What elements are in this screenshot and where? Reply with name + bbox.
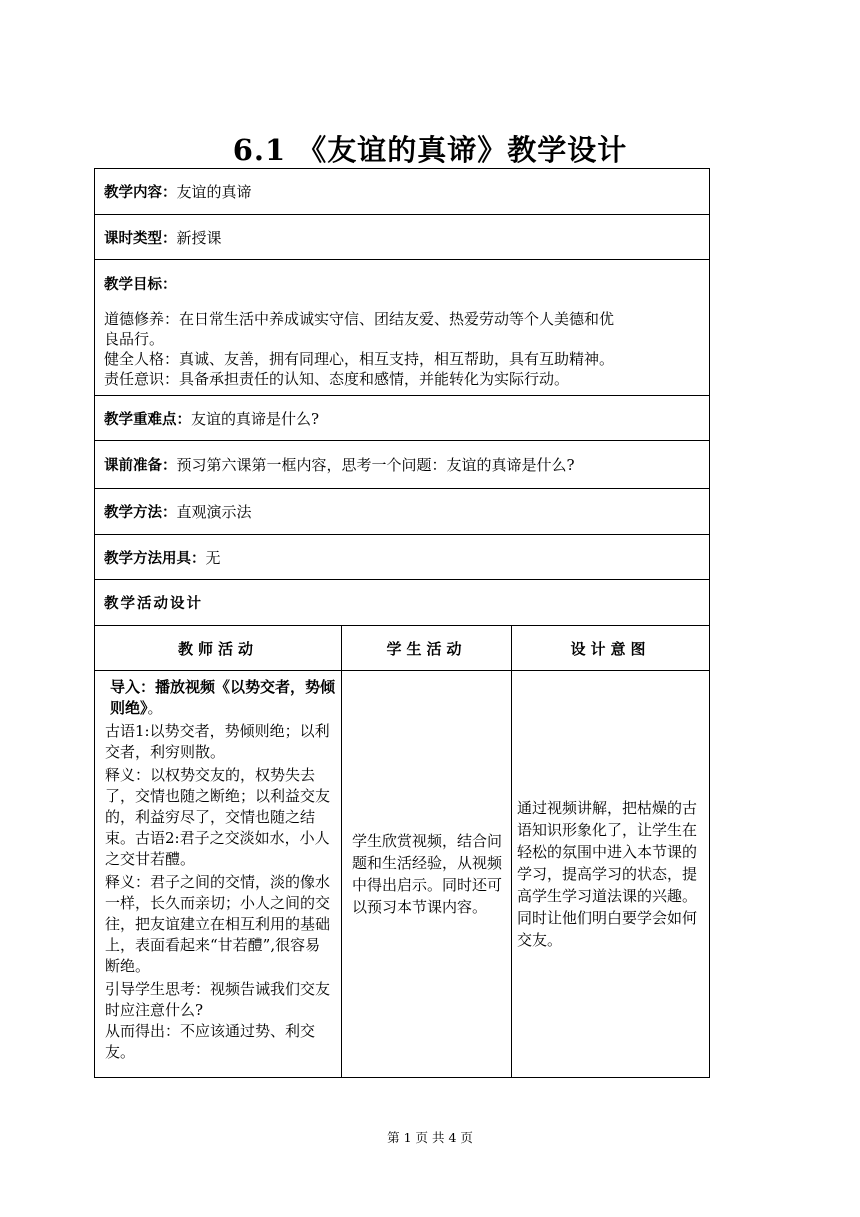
tools-value: 无 [205, 548, 221, 567]
teacher-paragraph: 从而得出：不应该通过势、利交友。 [105, 1022, 316, 1061]
document-title: 6.1 《友谊的真谛》教学设计 [232, 133, 628, 167]
row-content [95, 169, 709, 215]
teacher-paragraph: 释义：君子之间的交情，淡的像水一样，长久而亲切；小人之间的交往，把友谊建立在相互利用的基础上，表面看起来“甘若醴”,很容易断绝。 [105, 873, 331, 975]
row-tools [95, 535, 709, 580]
activity-header-row [95, 626, 709, 671]
header-student: 学生活动 [342, 626, 512, 670]
lesson-type-label: 课时类型： [104, 230, 177, 247]
header-intent: 设计意图 [570, 639, 651, 658]
design-intent-text: 通过视频讲解，把枯燥的古语知识形象化了，让学生在轻松的氛围中进入本节课的学习，提高学习的状态，提高学生学习道法课的兴趣。同时让他们明白要学会如何交友。 [517, 799, 698, 949]
method-label: 教学方法： [104, 505, 177, 521]
student-activity-cell [342, 671, 512, 1077]
goal-line: 健全人格：真诚、友善，拥有同理心，相互支持，相互帮助，具有互助精神。 [104, 350, 615, 368]
teacher-paragraph: 释义：以权势交友的，权势失去了，交情也随之断绝；以利益交友的，利益穷尽了，交情也随之结束。古语2:君子之交淡如水，小人之交甘若醴。 [105, 766, 331, 868]
row-key-points [95, 396, 709, 441]
row-method [95, 489, 709, 535]
goal-line: 道德修养：在日常生活中养成诚实守信、团结友爱、热爱劳动等个人美德和优 [104, 310, 615, 328]
activity-body-row [95, 671, 709, 1077]
header-teacher: 教师活动 [95, 626, 342, 670]
student-activity-text: 学生欣赏视频，结合问题和生活经验，从视频中得出启示。同时还可以预习本节课内容。 [352, 832, 503, 916]
row-activity-design [95, 580, 709, 626]
row-lesson-type [95, 215, 709, 260]
page-footer: 第 1 页 共 4 页 [387, 1130, 473, 1145]
goal-line: 责任意识：具备承担责任的认知、态度和感情，并能转化为实际行动。 [104, 370, 570, 388]
key-points-label: 教学重难点： [104, 411, 191, 428]
preparation-value: 预习第六课第一框内容，思考一个问题：友谊的真谛是什么? [176, 456, 575, 474]
teacher-paragraph: 引导学生思考：视频告诫我们交友时应注意什么? [105, 980, 331, 1019]
preparation-label: 课前准备： [104, 458, 177, 474]
teacher-paragraph: 古语1:以势交者，势倾则绝；以利交者，利穷则散。 [105, 722, 330, 761]
teacher-lead: 导入：播放视频《以势交者，势倾则绝》。 [110, 678, 336, 717]
teacher-activity-cell [95, 671, 342, 1077]
content-label: 教学内容： [104, 185, 177, 201]
row-preparation [95, 441, 709, 489]
content-value: 友谊的真谛 [176, 183, 252, 201]
row-goals [95, 260, 709, 396]
method-value: 直观演示法 [176, 503, 252, 521]
activity-design-label: 教学活动设计 [104, 596, 203, 612]
goal-line: 良品行。 [104, 330, 165, 348]
tools-label: 教学方法用具： [104, 550, 206, 567]
goals-label: 教学目标： [104, 277, 177, 293]
design-intent-cell [512, 671, 709, 1077]
lesson-type-value: 新授课 [176, 228, 222, 247]
key-points-value: 友谊的真谛是什么? [191, 409, 320, 428]
lesson-plan-table [94, 168, 710, 1078]
